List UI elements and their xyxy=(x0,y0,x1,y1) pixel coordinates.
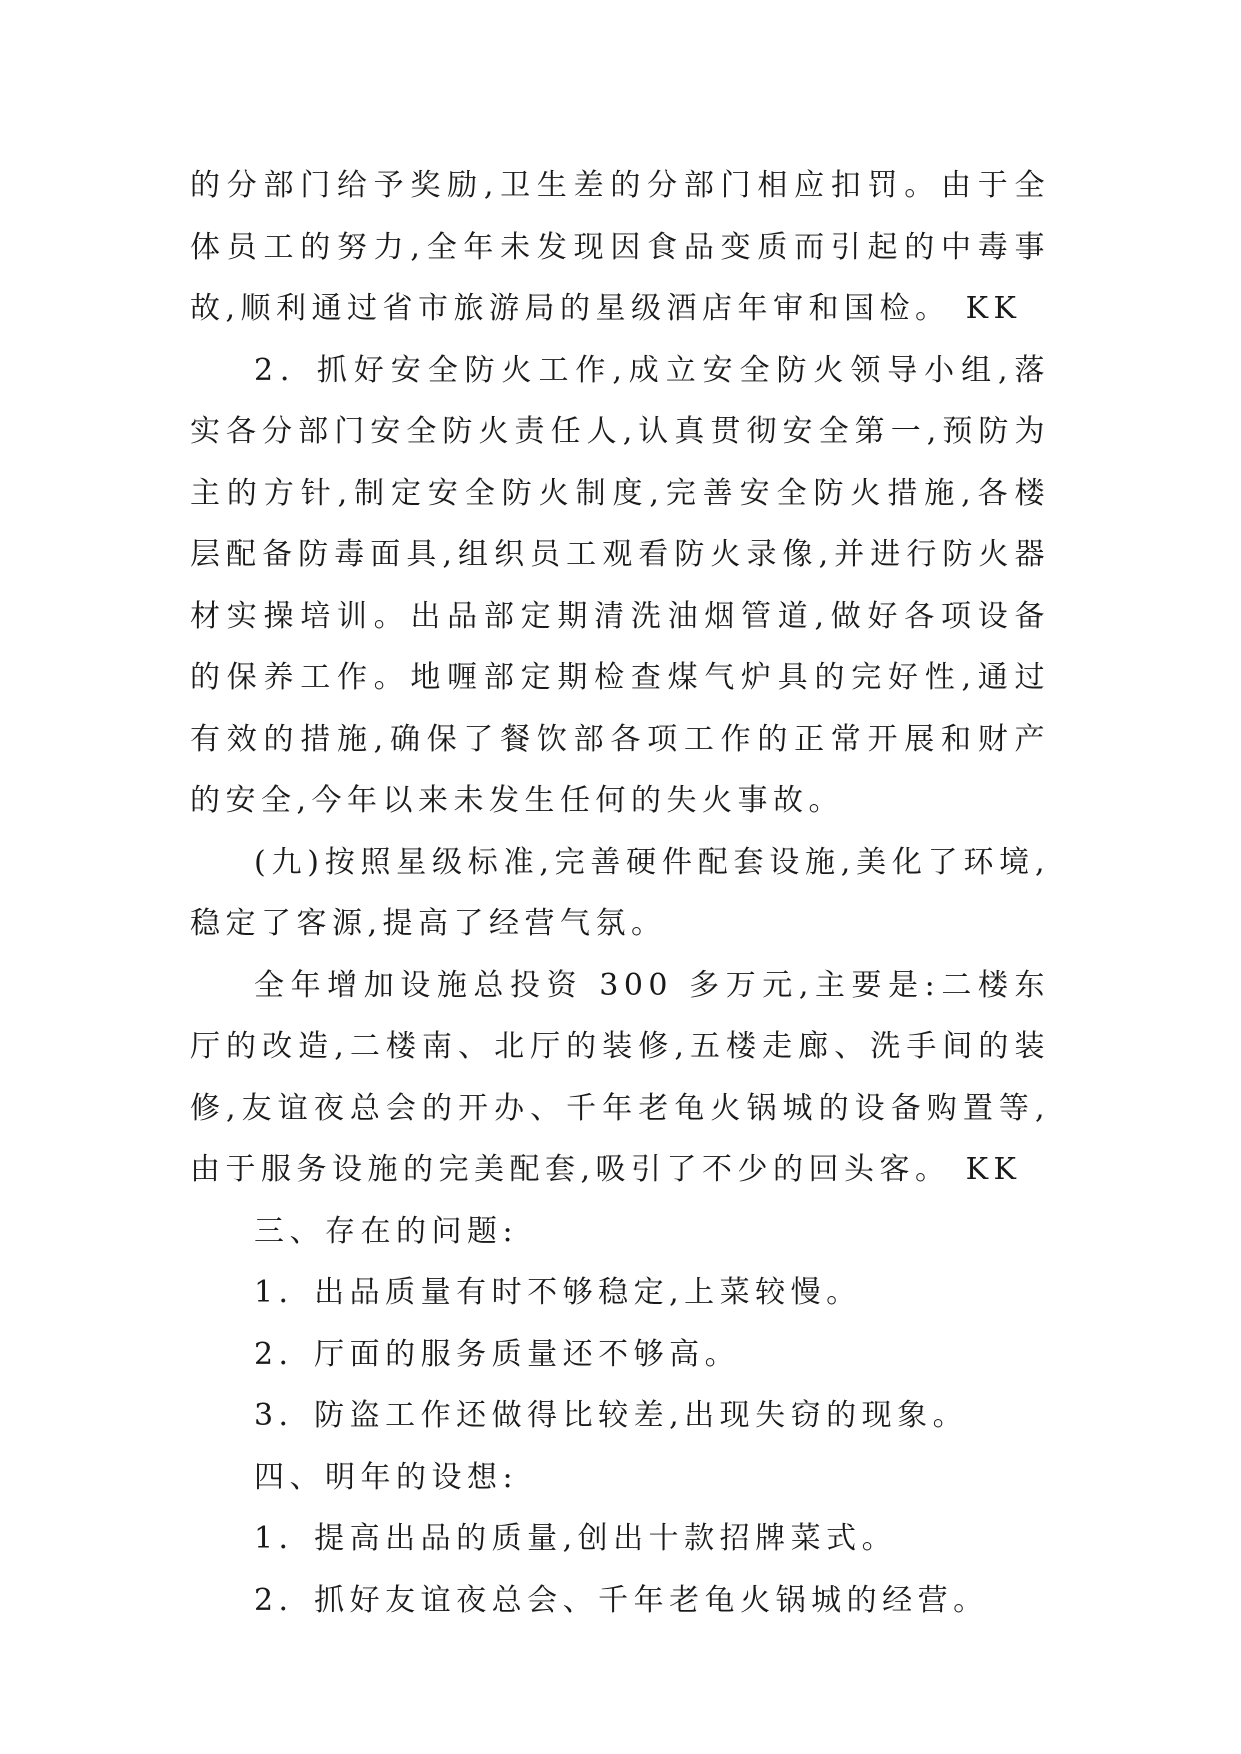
paragraph-fire-safety: 2．抓好安全防火工作,成立安全防火领导小组,落实各分部门安全防火责任人,认真贯彻安全第一,预防为主的方针,制定安全防火制度,完善安全防火措施,各楼层配备防毒面具,组织员工观看防火录像,并进行防火器材实操培训。出品部定期清洗油烟管道,做好各项设备的保养工作。地喱部定期检查煤气炉具的完好性,通过有效的措施,确保了餐饮部各项工作的正常开展和财产的安全,今年以来未发生任何的失火事故。 xyxy=(190,352,1050,818)
heading-next-year-plans: 四、明年的设想: xyxy=(254,1459,519,1495)
list-item-problem-2: 2．厅面的服务质量还不够高。 xyxy=(254,1336,741,1372)
list-item-plan-2: 2．抓好友谊夜总会、千年老龟火锅城的经营。 xyxy=(254,1582,989,1618)
list-item-plan-1: 1．提高出品的质量,创出十款招牌菜式。 xyxy=(254,1521,898,1556)
document-body xyxy=(190,155,1050,1631)
heading-existing-problems: 三、存在的问题: xyxy=(254,1213,519,1249)
list-item-problem-1: 1．出品质量有时不够稳定,上菜较慢。 xyxy=(254,1275,862,1310)
paragraph-hygiene-conclusion: 的分部门给予奖励,卫生差的分部门相应扣罚。由于全体员工的努力,全年未发现因食品变质而引起的中毒事故,顺利通过省市旅游局的星级酒店年审和国检。 KK xyxy=(190,168,1050,326)
paragraph-section-nine-heading: (九)按照星级标准,完善硬件配套设施,美化了环境,稳定了客源,提高了经营气氛。 xyxy=(190,844,1050,941)
paragraph-facility-investment: 全年增加设施总投资 300 多万元,主要是:二楼东厅的改造,二楼南、北厅的装修,五楼走廊、洗手间的装修,友谊夜总会的开办、千年老龟火锅城的设备购置等,由于服务设施的完美配套,吸引了不少的回头客。 KK xyxy=(190,967,1050,1187)
list-item-problem-3: 3．防盗工作还做得比较差,出现失窃的现象。 xyxy=(254,1398,969,1433)
